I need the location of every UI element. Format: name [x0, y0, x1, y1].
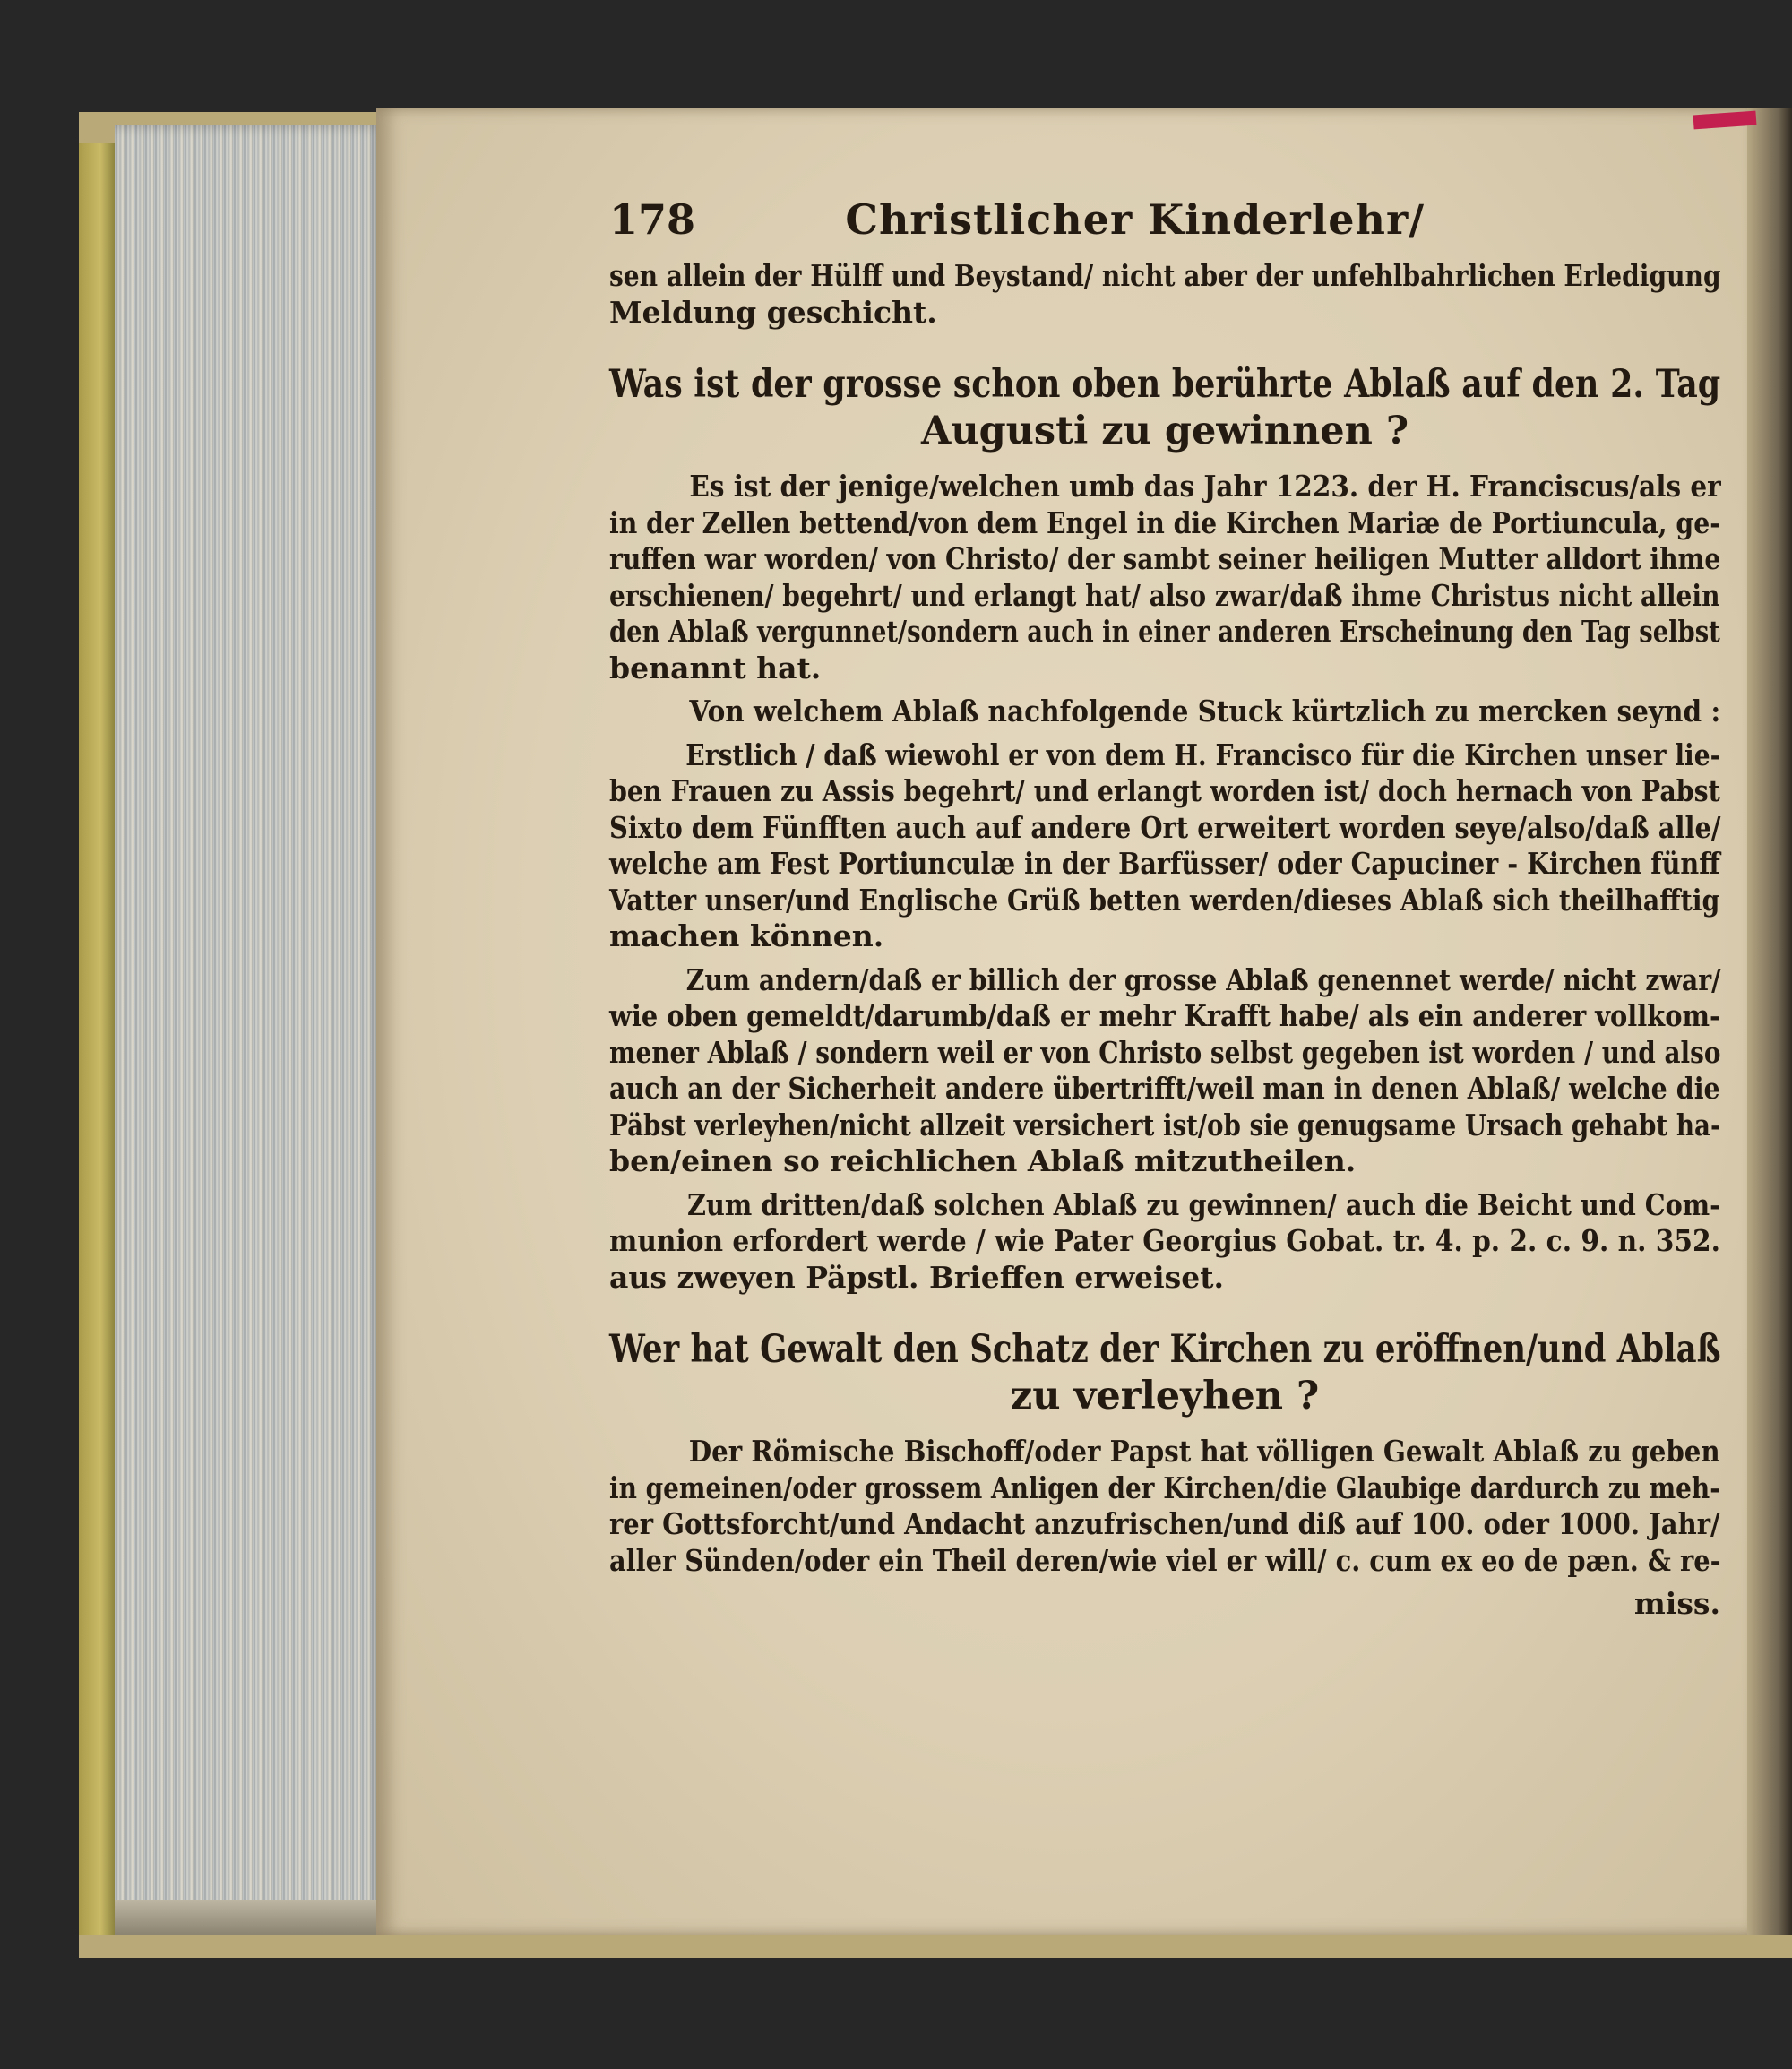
- paragraph: [609, 1434, 1720, 1579]
- text-line: aus zweyen Päpstl. Brieffen erweiset.: [609, 1259, 1224, 1295]
- text-line: Von welchem Ablaß nachfolgende Stuck kürtzlich zu mercken seynd :: [689, 694, 1721, 728]
- text-line: mener Ablaß / sondern weil er von Christo selbst gegeben ist worden / und also: [609, 1034, 1721, 1070]
- text-line: machen können.: [609, 918, 884, 953]
- text-line: benannt hat.: [609, 650, 822, 685]
- paragraph: [609, 962, 1720, 1180]
- text-line: erschienen/ begehrt/ und erlangt hat/ also zwar/daß ihme Christus nicht allein: [609, 577, 1720, 613]
- text-line: ruffen war worden/ von Christo/ der sambt seiner heiligen Mutter alldort ihme: [609, 541, 1721, 576]
- page-body: [609, 258, 1720, 1579]
- catchword: miss.: [1633, 1586, 1720, 1621]
- text-line: aller Sünden/oder ein Theil deren/wie viel er will/ c. cum ex eo de pæn. & re-: [609, 1542, 1721, 1578]
- paragraph: [609, 737, 1720, 955]
- page-edges-bottom: [115, 1900, 392, 1935]
- text-line: welche am Fest Portiunculæ in der Barfüsser/ oder Capuciner - Kirchen fünff: [609, 846, 1720, 881]
- text-line: Der Römische Bischoff/oder Papst hat völligen Gewalt Ablaß zu geben: [688, 1434, 1720, 1469]
- text-line: Erstlich / daß wiewohl er von dem H. Francisco für die Kirchen unser lie-: [685, 737, 1721, 772]
- text-line: Wer hat Gewalt den Schatz der Kirchen zu eröffnen/und Ablaß: [609, 1327, 1721, 1372]
- text-line: auch an der Sicherheit andere übertrifft/weil man in denen Ablaß/ welche die: [609, 1071, 1720, 1106]
- page-edges: [115, 125, 383, 1927]
- text-line: Zum andern/daß er billich der grosse Ablaß genennet werde/ nicht zwar/: [685, 961, 1721, 997]
- text-line: Zum dritten/daß solchen Ablaß zu gewinnen/ auch die Beicht und Com-: [687, 1186, 1721, 1222]
- text-line: zu verleyhen ?: [1010, 1374, 1320, 1418]
- text-line: Augusti zu gewinnen ?: [920, 409, 1409, 453]
- paragraph: [609, 469, 1720, 686]
- paragraph: [609, 694, 1720, 730]
- page-text: [609, 195, 1720, 1622]
- text-line: in der Zellen bettend/von dem Engel in die Kirchen Mariæ de Portiuncula, ge-: [609, 504, 1720, 540]
- text-line: Was ist der grosse schon oben berührte Ablaß auf den 2. Tag: [609, 362, 1721, 407]
- text-line: ben/einen so reichlichen Ablaß mitzutheilen.: [609, 1143, 1357, 1178]
- text-line: den Ablaß vergunnet/sondern auch in einer anderen Erscheinung den Tag selbst: [609, 614, 1720, 649]
- text-line: in gemeinen/oder grossem Anligen der Kirchen/die Glaubige dardurch zu meh-: [609, 1470, 1720, 1505]
- text-line: Meldung geschicht.: [609, 294, 937, 330]
- question-heading: [609, 361, 1720, 454]
- text-line: wie oben gemeldt/darumb/daß er mehr Krafft habe/ als ein anderer vollkom-: [609, 998, 1720, 1033]
- text-line: Vatter unser/und Englische Grüß betten werden/dieses Ablaß sich theilhafftig: [609, 882, 1720, 918]
- page-header: [609, 195, 1720, 249]
- cover-edge: [79, 143, 115, 1935]
- gutter: [1747, 108, 1792, 1935]
- text-line: ben Frauen zu Assis begehrt/ und erlangt worden ist/ doch hernach von Pabst: [609, 773, 1720, 808]
- text-line: Sixto dem Fünfften auch auf andere Ort erweitert worden seye/also/daß alle/: [609, 809, 1721, 845]
- text-line: Es ist der jenige/welchen umb das Jahr 1223. der H. Franciscus/als er: [689, 469, 1721, 504]
- text-line: Päbst verleyhen/nicht allzeit versichert ist/ob sie genugsame Ursach gehabt ha-: [609, 1107, 1721, 1142]
- text-line: munion erfordert werde / wie Pater Georgius Gobat. tr. 4. p. 2. c. 9. n. 352.: [609, 1223, 1720, 1258]
- paragraph: [609, 1187, 1720, 1297]
- running-title: Christlicher Kinderlehr/: [845, 195, 1425, 244]
- paragraph: [609, 258, 1720, 331]
- text-line: sen allein der Hülff und Beystand/ nicht aber der unfehlbahrlichen Erledigung: [609, 258, 1721, 293]
- page-number: 178: [609, 195, 696, 244]
- question-heading: [609, 1326, 1720, 1419]
- text-line: rer Gottsforcht/und Andacht anzufrischen/und diß auf 100. oder 1000. Jahr/: [609, 1506, 1720, 1541]
